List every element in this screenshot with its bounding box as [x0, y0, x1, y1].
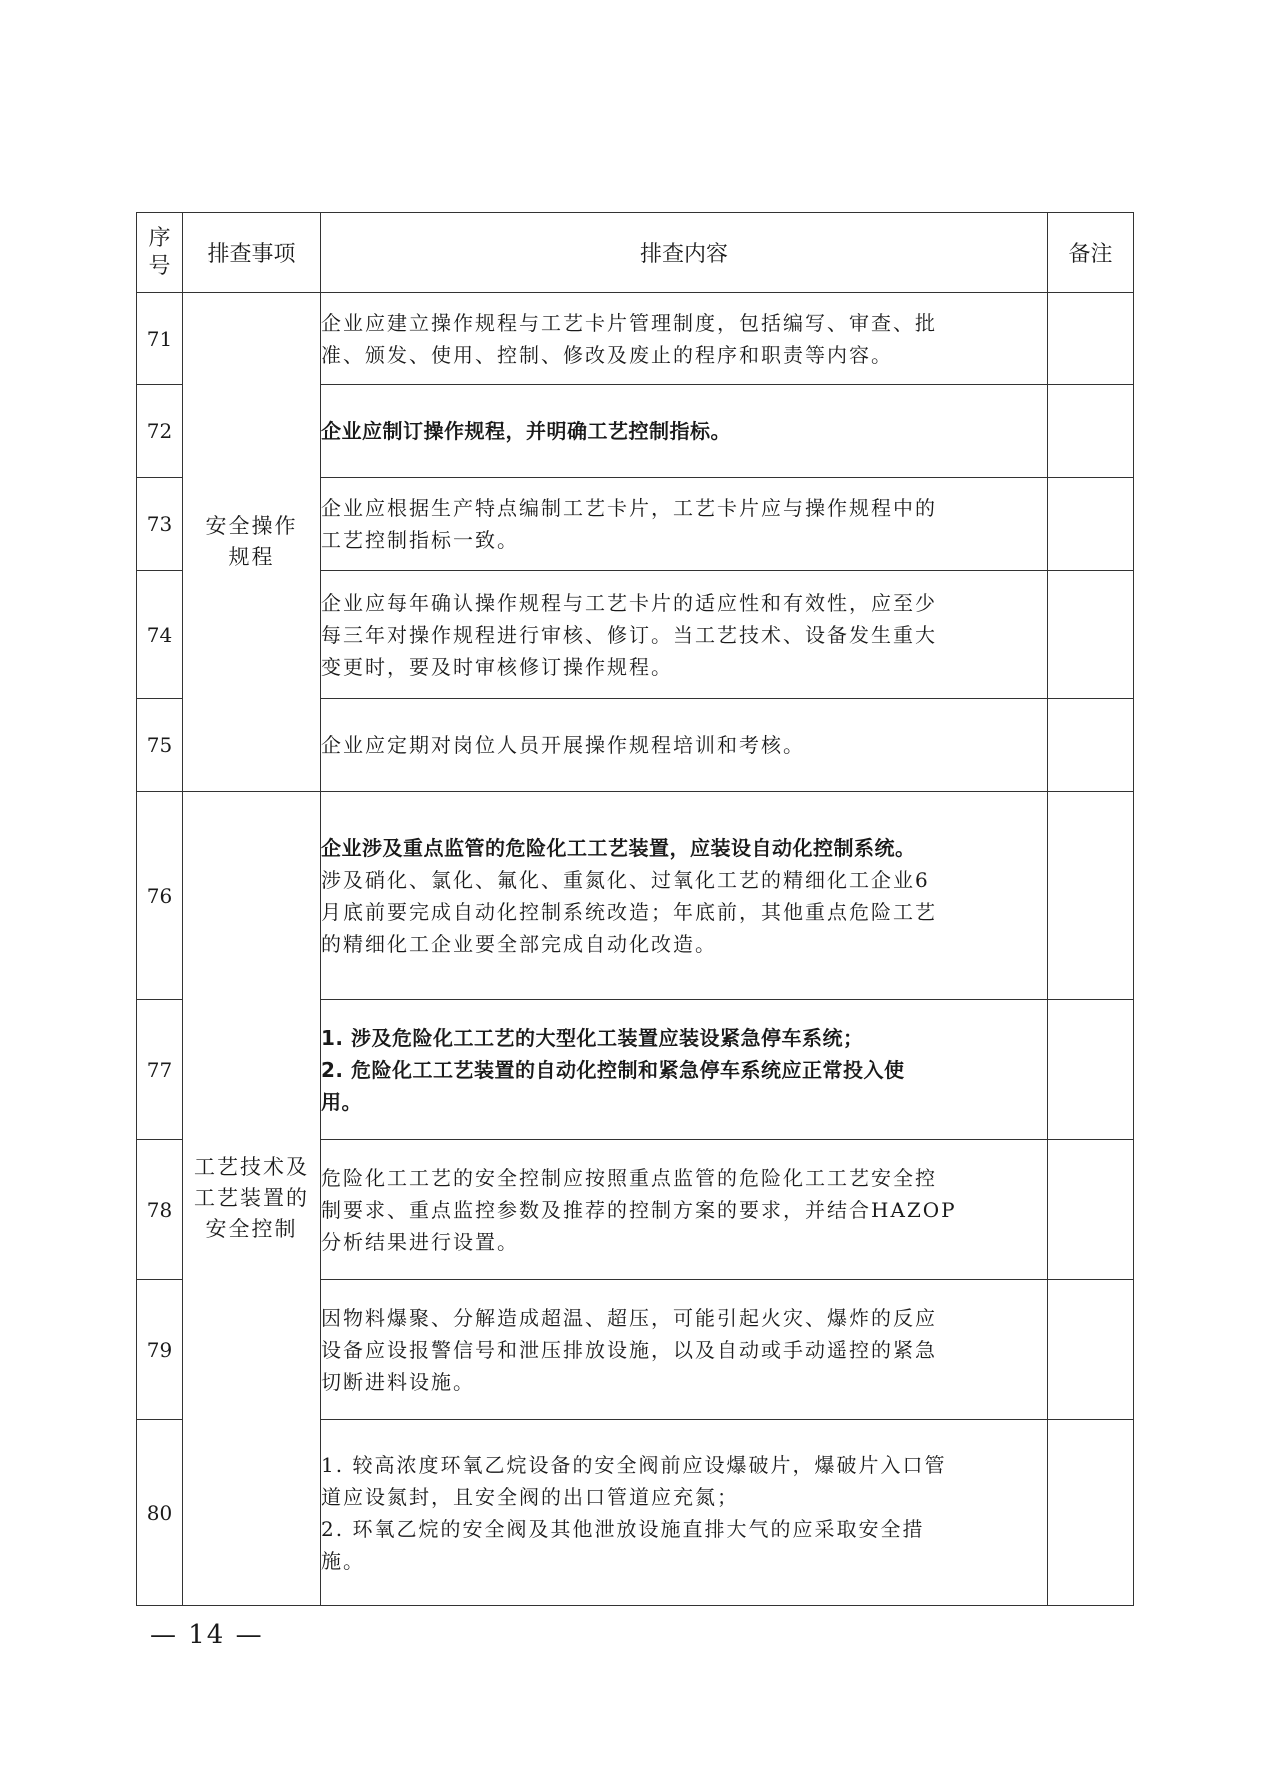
- content-line: 变更时，要及时审核修订操作规程。: [321, 654, 673, 679]
- row-number: 74: [137, 571, 183, 699]
- row-number: 71: [137, 293, 183, 385]
- content-line: 道应设氮封，且安全阀的出口管道应充氮；: [321, 1484, 739, 1509]
- row-content: [321, 1280, 1048, 1420]
- inspection-table: [136, 212, 1134, 1606]
- table-row: [137, 293, 1134, 385]
- group-label-line: 工艺技术及: [194, 1155, 309, 1179]
- content-line: 涉及硝化、氯化、氟化、重氮化、过氧化工艺的精细化工企业6: [321, 867, 930, 892]
- row-content: [321, 1000, 1048, 1140]
- header-content: 排查内容: [321, 213, 1048, 293]
- row-content: [321, 792, 1048, 1000]
- header-item: 排查事项: [183, 213, 321, 293]
- content-line-bold: 1. 涉及危险化工工艺的大型化工装置应装设紧急停车系统；: [321, 1025, 864, 1050]
- row-note: [1048, 385, 1134, 478]
- group-label-process-control: [183, 792, 321, 1606]
- row-note: [1048, 1000, 1134, 1140]
- row-number: 80: [137, 1420, 183, 1606]
- content-line: 的精细化工企业要全部完成自动化改造。: [321, 931, 717, 956]
- header-seq: [137, 213, 183, 293]
- content-line: 企业应根据生产特点编制工艺卡片，工艺卡片应与操作规程中的: [321, 496, 937, 520]
- group-label-safety-procedures: [183, 293, 321, 792]
- row-note: [1048, 1140, 1134, 1280]
- group-label-line: 安全操作: [205, 514, 298, 538]
- content-line: 企业应定期对岗位人员开展操作规程培训和考核。: [321, 733, 805, 757]
- row-content: [321, 385, 1048, 478]
- group-label-line: 工艺装置的: [194, 1186, 309, 1210]
- table-header-row: [137, 213, 1134, 293]
- row-content: [321, 1420, 1048, 1606]
- row-content: [321, 571, 1048, 699]
- content-line: 危险化工工艺的安全控制应按照重点监管的危险化工工艺安全控: [321, 1165, 937, 1190]
- row-note: [1048, 293, 1134, 385]
- row-note: [1048, 478, 1134, 571]
- row-content: [321, 1140, 1048, 1280]
- content-line: 2. 环氧乙烷的安全阀及其他泄放设施直排大气的应采取安全措: [321, 1516, 925, 1541]
- row-number: 78: [137, 1140, 183, 1280]
- content-line: 分析结果进行设置。: [321, 1229, 519, 1254]
- group-label-line: 规程: [228, 545, 275, 569]
- content-line: 月底前要完成自动化控制系统改造；年底前，其他重点危险工艺: [321, 899, 937, 924]
- content-line-bold: 2. 危险化工工艺装置的自动化控制和紧急停车系统应正常投入使: [321, 1057, 905, 1082]
- content-line: 工艺控制指标一致。: [321, 528, 519, 552]
- header-seq-line1: 序: [148, 225, 171, 251]
- content-line: 企业应每年确认操作规程与工艺卡片的适应性和有效性，应至少: [321, 590, 937, 615]
- row-number: 76: [137, 792, 183, 1000]
- content-line: 准、颁发、使用、控制、修改及废止的程序和职责等内容。: [321, 342, 893, 367]
- row-number: 73: [137, 478, 183, 571]
- row-number: 79: [137, 1280, 183, 1420]
- row-note: [1048, 571, 1134, 699]
- page-number: — 14 —: [150, 1620, 264, 1650]
- content-line: 切断进料设施。: [321, 1369, 475, 1394]
- header-note: 备注: [1048, 213, 1134, 293]
- content-line: 设备应设报警信号和泄压排放设施，以及自动或手动遥控的紧急: [321, 1337, 937, 1362]
- row-number: 75: [137, 699, 183, 792]
- content-line: 因物料爆聚、分解造成超温、超压，可能引起火灾、爆炸的反应: [321, 1305, 937, 1330]
- content-line-bold: 用。: [321, 1089, 362, 1114]
- table-row: [137, 792, 1134, 1000]
- row-number: 77: [137, 1000, 183, 1140]
- row-content: [321, 293, 1048, 385]
- content-line: 每三年对操作规程进行审核、修订。当工艺技术、设备发生重大: [321, 622, 937, 647]
- header-seq-line2: 号: [148, 253, 171, 279]
- content-line: 制要求、重点监控参数及推荐的控制方案的要求，并结合HAZOP: [321, 1197, 957, 1222]
- group-label-line: 安全控制: [205, 1217, 298, 1241]
- row-note: [1048, 699, 1134, 792]
- row-note: [1048, 1280, 1134, 1420]
- row-content: [321, 699, 1048, 792]
- content-line: 1. 较高浓度环氧乙烷设备的安全阀前应设爆破片，爆破片入口管: [321, 1452, 947, 1477]
- row-note: [1048, 1420, 1134, 1606]
- row-note: [1048, 792, 1134, 1000]
- content-line: 施。: [321, 1548, 365, 1573]
- row-content: [321, 478, 1048, 571]
- row-number: 72: [137, 385, 183, 478]
- content-line: 企业应建立操作规程与工艺卡片管理制度，包括编写、审查、批: [321, 310, 937, 335]
- content-line-bold: 企业应制订操作规程，并明确工艺控制指标。: [321, 419, 731, 443]
- content-line-bold: 企业涉及重点监管的危险化工工艺装置，应装设自动化控制系统。: [321, 835, 916, 860]
